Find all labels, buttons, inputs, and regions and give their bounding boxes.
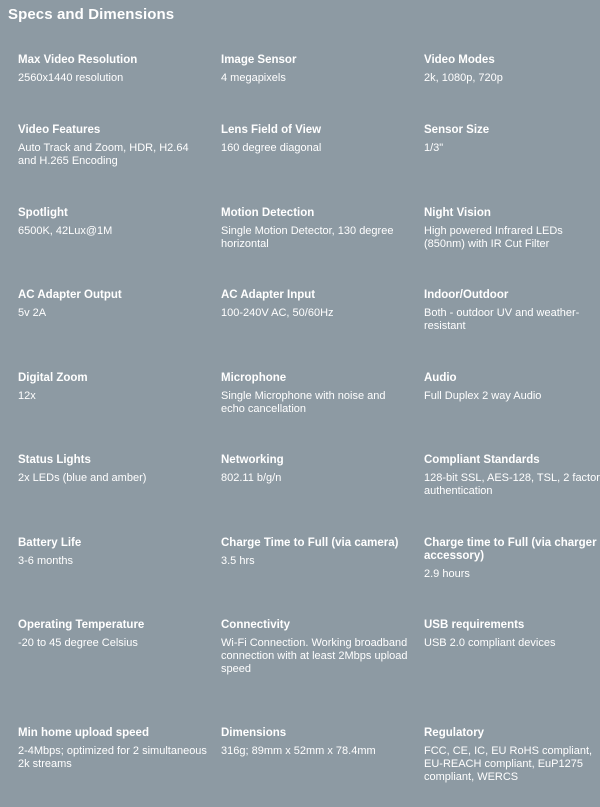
spec-item-status-lights <box>18 454 221 485</box>
spec-value: 100-240V AC, 50/60Hz <box>221 307 334 319</box>
spec-label: Microphone <box>221 372 287 384</box>
spec-item-battery-life <box>18 537 221 568</box>
spec-item-sensor-size <box>424 124 600 155</box>
spec-value: 5v 2A <box>18 307 47 319</box>
spec-row <box>18 124 600 207</box>
spec-row <box>18 207 600 289</box>
spec-label: Night Vision <box>424 207 491 219</box>
spec-item-charge-time-camera <box>221 537 424 568</box>
spec-value: Single Microphone with noise and echo cancellation <box>221 390 386 415</box>
spec-item-compliant-standards <box>424 454 600 498</box>
spec-item-ac-adapter-output <box>18 289 221 320</box>
spec-label: AC Adapter Input <box>221 289 316 301</box>
page-title: Specs and Dimensions <box>8 6 175 23</box>
spec-value: 2k, 1080p, 720p <box>424 72 503 84</box>
spec-label: AC Adapter Output <box>18 289 122 301</box>
spec-item-connectivity <box>221 619 424 676</box>
spec-value: 4 megapixels <box>221 72 286 84</box>
spec-row <box>18 289 600 372</box>
spec-value: 2x LEDs (blue and amber) <box>18 472 147 484</box>
spec-value: Single Motion Detector, 130 degree horizontal <box>221 225 394 250</box>
spec-label: Regulatory <box>424 727 485 739</box>
spec-item-microphone <box>221 372 424 416</box>
spec-value: USB 2.0 compliant devices <box>424 637 556 649</box>
spec-label: Video Modes <box>424 54 495 66</box>
spec-value: 128-bit SSL, AES-128, TSL, 2 factor authentication <box>424 472 600 497</box>
spec-row <box>18 619 600 727</box>
spec-value: Auto Track and Zoom, HDR, H2.64 and H.265 Encoding <box>18 142 189 167</box>
spec-item-regulatory <box>424 727 600 784</box>
spec-item-ac-adapter-input <box>221 289 424 320</box>
spec-label: Spotlight <box>18 207 68 219</box>
spec-item-lens-field-of-view <box>221 124 424 155</box>
spec-label: Charge Time to Full (via camera) <box>221 537 399 549</box>
spec-label: Max Video Resolution <box>18 54 138 66</box>
spec-value: 2-4Mbps; optimized for 2 simultaneous 2k streams <box>18 745 207 770</box>
spec-value: High powered Infrared LEDs (850nm) with IR Cut Filter <box>424 225 563 250</box>
spec-label: Charge time to Full (via charger accessory) <box>424 537 597 562</box>
spec-value: Both - outdoor UV and weather-resistant <box>424 307 580 332</box>
spec-value: 1/3" <box>424 142 444 154</box>
spec-value: -20 to 45 degree Celsius <box>18 637 138 649</box>
spec-value: 160 degree diagonal <box>221 142 322 154</box>
spec-row <box>18 454 600 537</box>
spec-value: 3.5 hrs <box>221 555 255 567</box>
spec-row <box>18 54 600 124</box>
spec-label: Lens Field of View <box>221 124 322 136</box>
spec-item-spotlight <box>18 207 221 238</box>
spec-item-networking <box>221 454 424 485</box>
spec-label: Networking <box>221 454 284 466</box>
spec-value: 2560x1440 resolution <box>18 72 124 84</box>
spec-label: Digital Zoom <box>18 372 88 384</box>
spec-label: Battery Life <box>18 537 82 549</box>
spec-label: Connectivity <box>221 619 291 631</box>
spec-row <box>18 727 600 807</box>
spec-label: Dimensions <box>221 727 287 739</box>
spec-value: FCC, CE, IC, EU RoHS compliant, EU-REACH compliant, EuP1275 compliant, WERCS <box>424 745 593 783</box>
spec-item-operating-temperature <box>18 619 221 650</box>
spec-value: 802.11 b/g/n <box>221 472 282 484</box>
spec-item-usb-requirements <box>424 619 600 650</box>
spec-value: 6500K, 42Lux@1M <box>18 225 113 237</box>
spec-label: USB requirements <box>424 619 525 631</box>
spec-label: Status Lights <box>18 454 91 466</box>
spec-value: Wi-Fi Connection. Working broadband connection with at least 2Mbps upload speed <box>221 637 408 675</box>
spec-item-digital-zoom <box>18 372 221 403</box>
spec-item-charge-time-charger <box>424 537 600 581</box>
spec-item-indoor-outdoor <box>424 289 600 333</box>
spec-item-image-sensor <box>221 54 424 85</box>
spec-value: Full Duplex 2 way Audio <box>424 390 542 402</box>
spec-label: Audio <box>424 372 457 384</box>
spec-value: 3-6 months <box>18 555 74 567</box>
spec-row <box>18 537 600 619</box>
spec-label: Motion Detection <box>221 207 315 219</box>
spec-label: Min home upload speed <box>18 727 149 739</box>
spec-item-video-features <box>18 124 221 168</box>
spec-label: Compliant Standards <box>424 454 540 466</box>
spec-item-video-modes <box>424 54 600 85</box>
spec-label: Sensor Size <box>424 124 490 136</box>
spec-item-max-video-resolution <box>18 54 221 85</box>
spec-value: 12x <box>18 390 36 402</box>
specs-grid <box>18 54 600 807</box>
spec-item-audio <box>424 372 600 403</box>
spec-item-motion-detection <box>221 207 424 251</box>
spec-value: 316g; 89mm x 52mm x 78.4mm <box>221 745 376 757</box>
spec-label: Video Features <box>18 124 101 136</box>
spec-item-dimensions <box>221 727 424 758</box>
spec-item-min-home-upload-speed <box>18 727 221 771</box>
spec-item-night-vision <box>424 207 600 251</box>
spec-label: Indoor/Outdoor <box>424 289 509 301</box>
spec-row <box>18 372 600 454</box>
spec-label: Operating Temperature <box>18 619 145 631</box>
spec-label: Image Sensor <box>221 54 297 66</box>
spec-value: 2.9 hours <box>424 568 470 580</box>
